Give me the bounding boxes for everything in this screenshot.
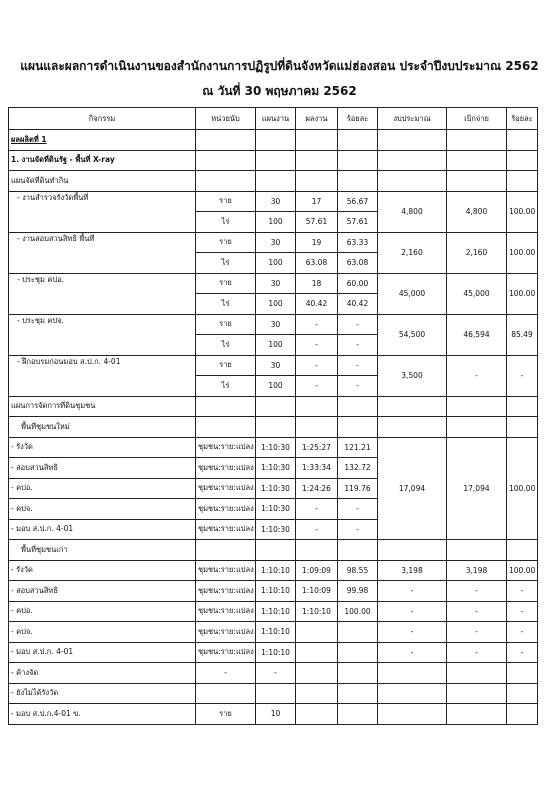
section-row	[9, 417, 538, 438]
result-cell: 19	[296, 232, 338, 253]
unit-cell: ราย	[196, 191, 256, 212]
plan-cell: 1:10:10	[256, 601, 296, 622]
plan-cell: 1:10:30	[256, 519, 296, 540]
unit-cell: ราย	[196, 704, 256, 725]
budget-cell: 4,800	[378, 191, 447, 232]
result-cell: -	[296, 376, 338, 397]
unit-cell	[196, 683, 256, 704]
activity-name: - มอบ ส.ป.ก.4-01 ข.	[9, 704, 196, 725]
result-cell: 1:10:10	[296, 601, 338, 622]
spent-cell: 46,594	[447, 314, 507, 355]
percent-cell: -	[338, 314, 378, 335]
activity-name: - มอบ ส.ป.ก. 4-01	[9, 642, 196, 663]
percent-cell: 40.42	[338, 294, 378, 315]
plan-cell: 100	[256, 294, 296, 315]
activity-name: - ยังไม่ได้รังวัด	[9, 683, 196, 704]
percent-cell	[338, 642, 378, 663]
result-cell	[296, 622, 338, 643]
result-cell: 1:33:34	[296, 458, 338, 479]
unit-cell: ราย	[196, 273, 256, 294]
spent-cell: 2,160	[447, 232, 507, 273]
activity-name: - ประชุม คปจ.	[9, 314, 196, 355]
activity-name: - ฝึกอบรมก่อนมอบ ส.ป.ก. 4-01	[9, 355, 196, 396]
spent-cell	[447, 683, 507, 704]
spent-percent-cell: 100.00	[507, 560, 538, 581]
budget-cell: 3,500	[378, 355, 447, 396]
table-row	[9, 581, 538, 602]
table-row	[9, 622, 538, 643]
activity-name: - มอบ ส.ป.ก. 4-01	[9, 519, 196, 540]
spent-cell: -	[447, 642, 507, 663]
budget-cell	[378, 704, 447, 725]
section-row	[9, 171, 538, 192]
spent-percent-cell: -	[507, 601, 538, 622]
budget-cell: -	[378, 642, 447, 663]
header-activity: กิจกรรม	[9, 108, 196, 130]
activity-name: - คปอ.	[9, 601, 196, 622]
percent-cell: -	[338, 355, 378, 376]
unit-cell: ชุมชน:ราย:แปลง	[196, 458, 256, 479]
table-row	[9, 273, 538, 294]
header-percent: ร้อยละ	[338, 108, 378, 130]
result-cell: 40.42	[296, 294, 338, 315]
report-date: ณ วันที่ 30 พฤษภาคม 2562	[202, 84, 357, 98]
table-row	[9, 437, 538, 458]
percent-cell: 119.76	[338, 478, 378, 499]
activity-name: - รังวัด	[9, 560, 196, 581]
result-cell: 1:10:09	[296, 581, 338, 602]
spent-cell: -	[447, 355, 507, 396]
unit-cell: ชุมชน:ราย:แปลง	[196, 581, 256, 602]
spent-cell: 4,800	[447, 191, 507, 232]
unit-cell: ชุมชน:ราย:แปลง	[196, 499, 256, 520]
result-cell: 1:24:26	[296, 478, 338, 499]
section-old-area: พื้นที่ชุมชนเก่า	[9, 540, 196, 561]
budget-cell: -	[378, 601, 447, 622]
table-row	[9, 642, 538, 663]
table-row	[9, 601, 538, 622]
percent-cell: -	[338, 499, 378, 520]
plan-cell: 1:10:10	[256, 622, 296, 643]
section-row	[9, 130, 538, 151]
unit-cell: ชุมชน:ราย:แปลง	[196, 437, 256, 458]
header-row	[9, 108, 538, 130]
unit-cell: ไร่	[196, 212, 256, 233]
spent-cell: 17,094	[447, 437, 507, 540]
table-row	[9, 355, 538, 376]
unit-cell: ราย	[196, 232, 256, 253]
budget-cell: 17,094	[378, 437, 447, 540]
section-row	[9, 150, 538, 171]
result-cell: 57.61	[296, 212, 338, 233]
plan-cell: 100	[256, 376, 296, 397]
percent-cell: 63.33	[338, 232, 378, 253]
spent-percent-cell: 100.00	[507, 437, 538, 540]
result-cell: 1:09:09	[296, 560, 338, 581]
unit-cell: ชุมชน:ราย:แปลง	[196, 478, 256, 499]
plan-cell: 100	[256, 253, 296, 274]
spent-percent-cell: -	[507, 581, 538, 602]
plan-cell: 30	[256, 314, 296, 335]
spent-percent-cell: 100.00	[507, 191, 538, 232]
unit-cell: ไร่	[196, 294, 256, 315]
result-cell: 1:25:27	[296, 437, 338, 458]
result-cell: 18	[296, 273, 338, 294]
unit-cell: ไร่	[196, 253, 256, 274]
budget-cell: 45,000	[378, 273, 447, 314]
unit-cell: ชุมชน:ราย:แปลง	[196, 519, 256, 540]
plan-cell: -	[256, 663, 296, 684]
percent-cell: 132.72	[338, 458, 378, 479]
spent-cell: -	[447, 622, 507, 643]
spent-percent-cell: -	[507, 642, 538, 663]
spent-percent-cell	[507, 663, 538, 684]
budget-cell	[378, 663, 447, 684]
budget-cell: -	[378, 622, 447, 643]
plan-cell: 1:10:30	[256, 458, 296, 479]
unit-cell: ราย	[196, 314, 256, 335]
plan-cell: 100	[256, 212, 296, 233]
plan-cell: 1:10:30	[256, 478, 296, 499]
table-row	[9, 232, 538, 253]
activity-name: - สอบสวนสิทธิ	[9, 581, 196, 602]
spent-cell	[447, 663, 507, 684]
unit-cell: ราย	[196, 355, 256, 376]
budget-cell: 3,198	[378, 560, 447, 581]
percent-cell	[338, 663, 378, 684]
header-budget: งบประมาณ	[378, 108, 447, 130]
percent-cell	[338, 622, 378, 643]
activity-name: - ค้างจัด	[9, 663, 196, 684]
budget-cell	[378, 683, 447, 704]
result-cell	[296, 704, 338, 725]
plan-cell: 1:10:10	[256, 581, 296, 602]
unit-cell: ไร่	[196, 376, 256, 397]
plan-cell: 10	[256, 704, 296, 725]
unit-cell: ไร่	[196, 335, 256, 356]
report-title: แผนและผลการดำเนินงานของสำนักงานการปฏิรูปที่ดินจังหวัดแม่ฮ่องสอน ประจำปีงบประมาณ 2562	[20, 59, 539, 73]
plan-cell: 30	[256, 191, 296, 212]
result-cell: -	[296, 519, 338, 540]
section-plan-community: แผนการจัดการที่ดินชุมชน	[9, 396, 196, 417]
spent-percent-cell	[507, 683, 538, 704]
result-cell: -	[296, 314, 338, 335]
table-row	[9, 683, 538, 704]
unit-cell: ชุมชน:ราย:แปลง	[196, 642, 256, 663]
section-new-area: พื้นที่ชุมชนใหม่	[9, 417, 196, 438]
activity-name: - รังวัด	[9, 437, 196, 458]
activity-name: - งานสำรวจรังวัดพื้นที่	[9, 191, 196, 232]
result-cell: -	[296, 499, 338, 520]
unit-cell: ชุมชน:ราย:แปลง	[196, 601, 256, 622]
plan-cell: 30	[256, 232, 296, 253]
header-result: ผลงาน	[296, 108, 338, 130]
plan-cell: 30	[256, 355, 296, 376]
activity-name: - คปอ.	[9, 478, 196, 499]
section-row	[9, 540, 538, 561]
result-cell: 17	[296, 191, 338, 212]
percent-cell: 98.55	[338, 560, 378, 581]
activity-name: - ประชุม คปอ.	[9, 273, 196, 314]
percent-cell	[338, 683, 378, 704]
plan-cell: 1:10:30	[256, 499, 296, 520]
spent-percent-cell: 85.49	[507, 314, 538, 355]
table-row	[9, 314, 538, 335]
spent-cell: -	[447, 581, 507, 602]
plan-cell: 30	[256, 273, 296, 294]
table-row	[9, 560, 538, 581]
spent-cell: 3,198	[447, 560, 507, 581]
spent-percent-cell: -	[507, 622, 538, 643]
plan-cell: 100	[256, 335, 296, 356]
percent-cell: 56.67	[338, 191, 378, 212]
plan-cell: 1:10:10	[256, 560, 296, 581]
plan-cell: 1:10:30	[256, 437, 296, 458]
header-plan: แผนงาน	[256, 108, 296, 130]
percent-cell: 57.61	[338, 212, 378, 233]
result-cell: -	[296, 355, 338, 376]
spent-cell: 45,000	[447, 273, 507, 314]
percent-cell: 63.08	[338, 253, 378, 274]
percent-cell: 121.21	[338, 437, 378, 458]
plan-cell	[256, 683, 296, 704]
report-table	[8, 107, 538, 725]
header-percent-spent: ร้อยละ	[507, 108, 538, 130]
table-row	[9, 704, 538, 725]
percent-cell: -	[338, 376, 378, 397]
spent-percent-cell: 100.00	[507, 232, 538, 273]
spent-percent-cell: -	[507, 355, 538, 396]
percent-cell: -	[338, 519, 378, 540]
plan-cell: 1:10:10	[256, 642, 296, 663]
header-unit: หน่วยนับ	[196, 108, 256, 130]
unit-cell: ชุมชน:ราย:แปลง	[196, 622, 256, 643]
spent-cell: -	[447, 601, 507, 622]
table-row	[9, 191, 538, 212]
unit-cell: ชุมชน:ราย:แปลง	[196, 560, 256, 581]
result-cell: -	[296, 335, 338, 356]
percent-cell	[338, 704, 378, 725]
activity-name: - คปจ.	[9, 499, 196, 520]
result-cell	[296, 683, 338, 704]
activity-name: - คปจ.	[9, 622, 196, 643]
spent-cell	[447, 704, 507, 725]
budget-cell: -	[378, 581, 447, 602]
percent-cell: 100.00	[338, 601, 378, 622]
unit-cell: -	[196, 663, 256, 684]
section-plan-land: แผนจัดที่ดินทำกิน	[9, 171, 196, 192]
budget-cell: 54,500	[378, 314, 447, 355]
section-row	[9, 396, 538, 417]
spent-percent-cell: 100.00	[507, 273, 538, 314]
header-spent: เบิกจ่าย	[447, 108, 507, 130]
spent-percent-cell	[507, 704, 538, 725]
table-row	[9, 663, 538, 684]
activity-name: - งานสอบสวนสิทธิ พื้นที่	[9, 232, 196, 273]
result-cell	[296, 663, 338, 684]
budget-cell: 2,160	[378, 232, 447, 273]
result-cell: 63.08	[296, 253, 338, 274]
section-output-1: ผลผลิตที่ 1	[9, 130, 196, 151]
percent-cell: -	[338, 335, 378, 356]
activity-name: - สอบสวนสิทธิ	[9, 458, 196, 479]
section-item-1: 1. งานจัดที่ดินรัฐ - พื้นที่ X-ray	[9, 150, 196, 171]
result-cell	[296, 642, 338, 663]
percent-cell: 60.00	[338, 273, 378, 294]
percent-cell: 99.98	[338, 581, 378, 602]
